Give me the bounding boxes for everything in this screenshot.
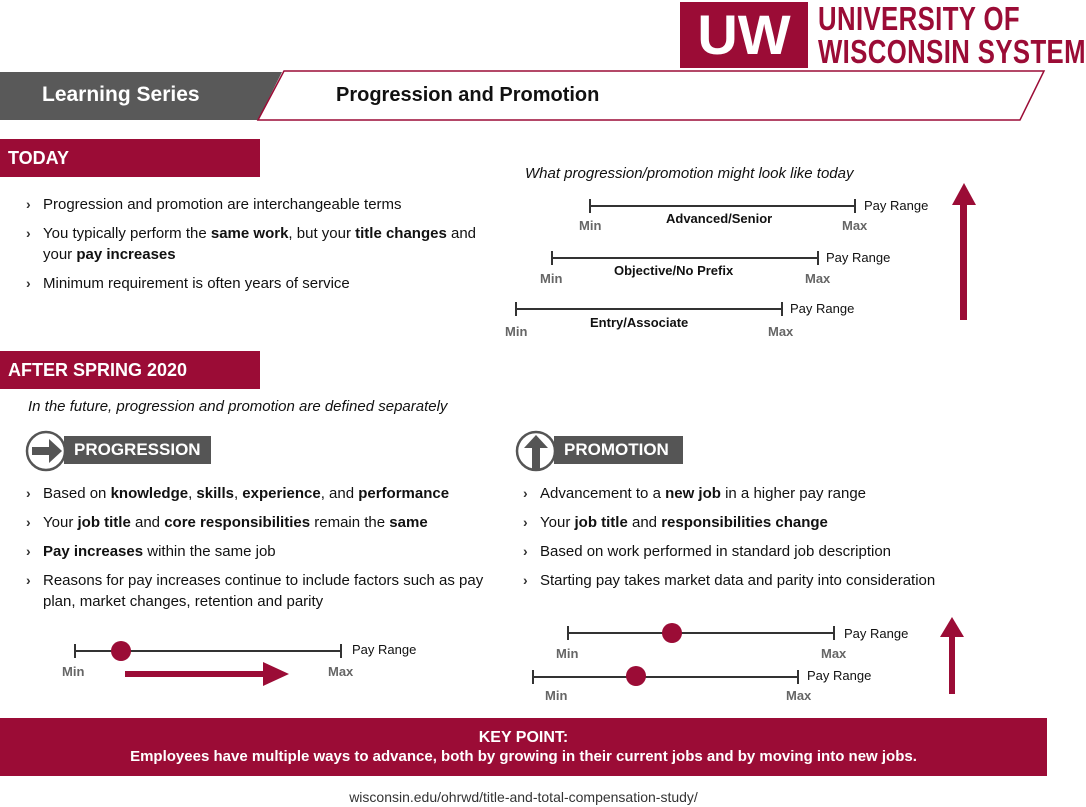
min-label: Min bbox=[579, 218, 602, 233]
pay-range-label: Pay Range bbox=[864, 198, 929, 213]
today-heading: TODAY bbox=[0, 139, 260, 177]
level-name: Advanced/Senior bbox=[666, 211, 773, 226]
arrow-right-circle-icon bbox=[25, 430, 67, 472]
page-title: Progression and Promotion bbox=[336, 84, 600, 106]
bullet-text: and bbox=[627, 514, 662, 531]
bullet-item bbox=[26, 483, 496, 504]
max-label: Max bbox=[842, 218, 868, 233]
level-name: Objective/No Prefix bbox=[614, 263, 734, 278]
bullet-text: Your bbox=[43, 514, 78, 531]
level-name: Entry/Associate bbox=[590, 315, 689, 330]
bullet-item bbox=[26, 512, 496, 533]
bullet-item bbox=[523, 483, 1033, 504]
university-name-line2: WISCONSIN SYSTEM bbox=[818, 33, 1086, 70]
promotion-label: PROMOTION bbox=[554, 436, 683, 464]
bullet-text: and your bbox=[43, 225, 477, 263]
pay-range-label: Pay Range bbox=[844, 626, 909, 641]
bullet-emphasis: experience bbox=[242, 485, 321, 502]
pay-marker bbox=[110, 640, 132, 662]
bullet-item bbox=[26, 541, 496, 562]
up-arrow-icon bbox=[950, 183, 978, 323]
bullet-emphasis: pay increases bbox=[76, 246, 176, 263]
bullet-text: Your bbox=[540, 514, 575, 531]
today-diagram-caption: What progression/promotion might look like today bbox=[525, 165, 854, 182]
university-name bbox=[818, 2, 1086, 68]
bullet-text: You typically perform the bbox=[43, 225, 211, 242]
chevron-right-icon: › bbox=[523, 543, 528, 559]
pay-range-label: Pay Range bbox=[352, 642, 417, 657]
chevron-right-icon: › bbox=[26, 485, 31, 501]
pay-range-label: Pay Range bbox=[807, 668, 872, 683]
max-label: Max bbox=[328, 664, 354, 679]
bullet-text: and bbox=[130, 514, 165, 531]
footer-url: wisconsin.edu/ohrwd/title-and-total-compensation-study/ bbox=[349, 789, 698, 805]
bullet-item bbox=[26, 194, 491, 215]
bullet-emphasis: new job bbox=[665, 485, 721, 502]
max-label: Max bbox=[821, 646, 847, 661]
max-label: Max bbox=[786, 688, 812, 703]
bullet-item bbox=[26, 570, 496, 612]
bullet-text: , bbox=[188, 485, 197, 502]
key-point-title: KEY POINT: bbox=[478, 729, 569, 746]
bullet-text: Advancement to a bbox=[540, 485, 666, 502]
bullet-text: , but your bbox=[288, 225, 356, 242]
progression-bullet-list bbox=[26, 483, 496, 620]
key-point-text: Employees have multiple ways to advance, both by growing in their current jobs and by moving into new jobs. bbox=[130, 748, 917, 765]
chevron-right-icon: › bbox=[523, 485, 528, 501]
bullet-emphasis: Pay increases bbox=[43, 543, 144, 560]
bullet-emphasis: job title bbox=[574, 514, 628, 531]
bullet-emphasis: same bbox=[389, 514, 428, 531]
bullet-emphasis: performance bbox=[358, 485, 450, 502]
min-label: Min bbox=[540, 271, 563, 286]
chevron-right-icon: › bbox=[26, 514, 31, 530]
bullet-text: Progression and promotion are interchangeable terms bbox=[43, 196, 402, 213]
bullet-text: Reasons for pay increases continue to include factors such as pay plan, market changes, retention and parity bbox=[43, 572, 484, 610]
bullet-emphasis: core responsibilities bbox=[164, 514, 311, 531]
bullet-text: in a higher pay range bbox=[720, 485, 867, 502]
after-note: In the future, progression and promotion are defined separately bbox=[28, 398, 448, 415]
bullet-item bbox=[26, 223, 491, 265]
bullet-emphasis: skills bbox=[196, 485, 234, 502]
pay-range-label: Pay Range bbox=[826, 250, 891, 265]
max-label: Max bbox=[768, 324, 794, 339]
bullet-item bbox=[523, 512, 1033, 533]
min-label: Min bbox=[556, 646, 579, 661]
max-label: Max bbox=[805, 271, 831, 286]
bullet-text: within the same job bbox=[143, 543, 276, 560]
bullet-item bbox=[523, 541, 1033, 562]
pay-marker bbox=[661, 622, 683, 644]
arrow-up-circle-icon bbox=[515, 430, 557, 472]
chevron-right-icon: › bbox=[26, 572, 31, 588]
bullet-item bbox=[26, 273, 491, 294]
after-spring-heading: AFTER SPRING 2020 bbox=[0, 351, 260, 389]
bullet-item bbox=[523, 570, 1033, 591]
logo-letters: UW bbox=[697, 3, 791, 66]
bullet-emphasis: responsibilities change bbox=[661, 514, 828, 531]
chevron-right-icon: › bbox=[523, 572, 528, 588]
bullet-emphasis: same work bbox=[210, 225, 289, 242]
min-label: Min bbox=[62, 664, 85, 679]
bullet-text: remain the bbox=[310, 514, 390, 531]
bullet-text: , bbox=[233, 485, 243, 502]
pay-marker bbox=[625, 665, 647, 687]
bullet-emphasis: job title bbox=[77, 514, 131, 531]
bullet-text: Based on bbox=[43, 485, 111, 502]
chevron-right-icon: › bbox=[26, 543, 31, 559]
bullet-text: Based on work performed in standard job description bbox=[540, 543, 892, 560]
uw-logo-mark bbox=[680, 2, 808, 68]
up-arrow-icon bbox=[940, 617, 966, 695]
chevron-right-icon: › bbox=[26, 196, 31, 212]
bullet-text: Minimum requirement is often years of service bbox=[43, 275, 350, 292]
chevron-right-icon: › bbox=[523, 514, 528, 530]
chevron-right-icon: › bbox=[26, 275, 31, 291]
key-point-banner bbox=[0, 718, 1047, 776]
bullet-text: Starting pay takes market data and parity into consideration bbox=[540, 572, 936, 589]
today-bullet-list bbox=[26, 194, 491, 302]
chevron-right-icon: › bbox=[26, 225, 31, 241]
pay-range-label: Pay Range bbox=[790, 301, 855, 316]
progression-label: PROGRESSION bbox=[64, 436, 211, 464]
bullet-emphasis: title changes bbox=[355, 225, 447, 242]
promotion-bullet-list bbox=[523, 483, 1033, 599]
min-label: Min bbox=[505, 324, 528, 339]
right-arrow-icon bbox=[125, 662, 290, 686]
min-label: Min bbox=[545, 688, 568, 703]
learning-series-label: Learning Series bbox=[42, 83, 200, 106]
university-name-line1: UNIVERSITY OF bbox=[818, 0, 1020, 37]
bullet-text: , and bbox=[320, 485, 359, 502]
bullet-emphasis: knowledge bbox=[110, 485, 189, 502]
